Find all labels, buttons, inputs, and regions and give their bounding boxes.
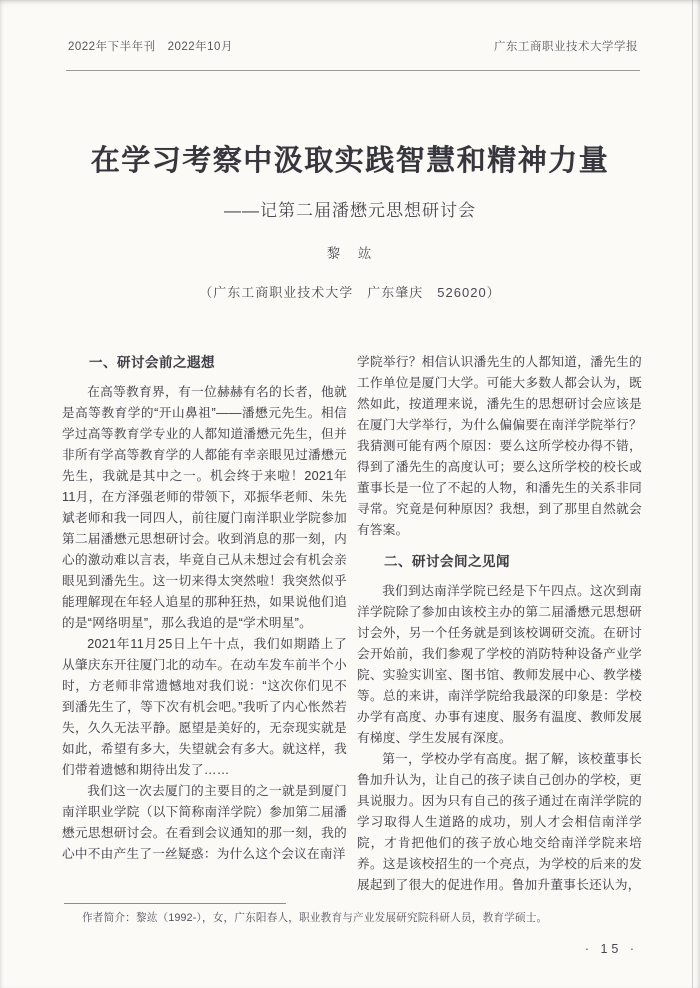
title-block <box>0 138 700 301</box>
section-heading-2: 二、研讨会间之见闻 <box>384 554 510 569</box>
left-column <box>62 352 347 900</box>
article-author: 黎 竑 <box>326 246 374 261</box>
header-rule <box>66 70 640 71</box>
article-subtitle: ——记第二届潘懋元思想研讨会 <box>224 201 476 220</box>
author-bio-note: 作者简介：黎竑（1992-），女，广东阳春人，职业教育与产业发展研究院科研人员，教育学硕士。 <box>82 912 548 924</box>
paragraph: 在高等教育界，有一位赫赫有名的长者，他就是高等教育学的“开山鼻祖”——潘懋元先生。相信学过高等教育学专业的人都知道潘懋元先生，但并非所有学高等教育学的人都能有幸亲眼见过潘懋元先生，我就是其中之一。机会终于来啦！2021年11月，在方泽强老师的带领下，邓振华老师、朱先斌老师和我一同四人，前往厦门南洋职业学院参加第二届潘懋元思想研讨会。收到消息的那一刻，内心的激动难以言表，毕竟自己从未想过会有机会亲眼见到潘先生。这一切来得太突然啦！我突然似乎能理解现在年轻人追星的那种狂热，如果说他们追的是“网络明星”，那么我追的是“学术明星”。 <box>62 385 347 630</box>
journal-name: 广东工商职业技术大学学报 <box>494 41 638 53</box>
paragraph: 我们这一次去厦门的主要目的之一就是到厦门南洋职业学院（以下简称南洋学院）参加第二届潘懋元思想研讨会。在看到会议通知的那一刻，我的心中不由产生了一丝疑惑：为什么这个会议在南洋 <box>62 784 347 861</box>
paragraph: 我们到达南洋学院已经是下午四点。这次到南洋学院除了参加由该校主办的第二届潘懋元思想研讨会外，另一个任务就是到该校调研交流。在研讨会开始前，我们参观了学校的消防特种设备产业学院、实验实训室、图书馆、教师发展中心、教学楼等。总的来讲，南洋学院给我最深的印象是：学校办学有高度、办事有速度、服务有温度、教师发展有梯度、学生发展有深度。 <box>357 584 642 745</box>
running-head <box>68 38 638 54</box>
right-column <box>357 352 642 900</box>
paragraph: 第一，学校办学有高度。据了解，该校董事长鲁加升认为，让自己的孩子读自己创办的学校，更具说服力。因为只有自己的孩子通过在南洋学院的学习取得人生道路的成功，别人才会相信南洋学院，才肯把他们的孩子放心地交给南洋学院来培养。这是该校招生的一个亮点，为学校的后来的发展起到了很大的促进作用。鲁加升董事长还认为， <box>357 752 642 892</box>
paragraph: 2021年11月25日上午十点，我们如期踏上了从肇庆东开往厦门北的动车。在动车发车前半个小时，方老师非常遗憾地对我们说：“这次你们见不到潘先生了，等下次有机会吧。”我听了内心怅然若失，久久无法平静。愿望是美好的，无奈现实就是如此，希望有多大，失望就会有多大。就这样，我们带着遗憾和期待出发了…… <box>62 637 347 777</box>
article-title: 在学习考察中汲取实践智慧和精神力量 <box>90 145 610 177</box>
page-number: · 15 · <box>584 942 638 956</box>
section-heading-1: 一、研讨会前之遐想 <box>89 355 215 370</box>
paragraph-continued: 学院举行？相信认识潘先生的人都知道，潘先生的工作单位是厦门大学。可能大多数人都会认为，既然如此，按道理来说，潘先生的思想研讨会应该是在厦门大学举行，为什么偏偏要在南洋学院举行？我猜测可能有两个原因：要么这所学校办得不错，得到了潘先生的高度认可；要么这所学校的校长或董事长是一位了不起的人物，和潘先生的关系非同寻常。究竟是何种原因？我想，到了那里自然就会有答案。 <box>357 355 642 537</box>
footnote-divider <box>64 903 286 904</box>
article-affiliation: （广东工商职业技术大学 广东肇庆 526020） <box>199 285 501 300</box>
article-body <box>62 352 642 900</box>
journal-issue: 2022年下半年刊 2022年10月 <box>68 41 233 53</box>
